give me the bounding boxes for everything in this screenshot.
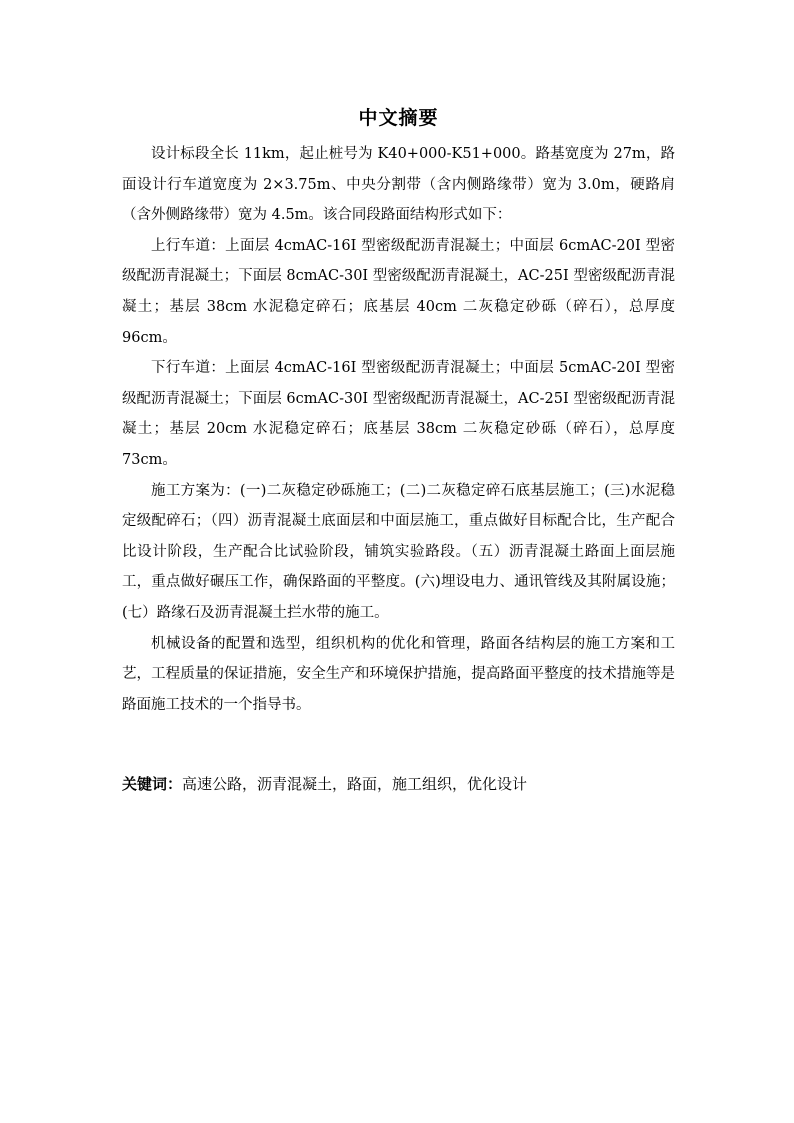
keywords xyxy=(122,770,675,798)
paragraph-upbound-lane: 上行车道：上面层 4cmAC-16I 型密级配沥青混凝土；中面层 6cmAC-20I 型密级配沥青混凝土；下面层 8cmAC-30I 型密级配沥青混凝土，AC-25I 型密级配沥青混凝土；基层 38cm 水泥稳定碎石；底基层 40cm 二灰稳定砂砾（碎石），总厚度 96cm。 xyxy=(122,237,675,346)
page-title: 中文摘要 xyxy=(358,107,439,129)
keywords-label: 关键词： xyxy=(122,775,183,793)
paragraph-downbound-lane: 下行车道：上面层 4cmAC-16I 型密级配沥青混凝土；中面层 5cmAC-20I 型密级配沥青混凝土；下面层 6cmAC-30I 型密级配沥青混凝土，AC-25I 型密级配沥青混凝土；基层 20cm 水泥稳定碎石；底基层 38cm 二灰稳定砂砾（碎石），总厚度 73cm。 xyxy=(122,360,675,468)
keywords-text: 高速公路，沥青混凝土，路面，施工组织，优化设计 xyxy=(182,775,528,793)
abstract-body xyxy=(122,139,675,720)
paragraph-summary: 机械设备的配置和选型，组织机构的优化和管理，路面各结构层的施工方案和工艺，工程质量的保证措施，安全生产和环境保护措施，提高路面平整度的技术措施等是路面施工技术的一个指导书。 xyxy=(122,635,675,713)
paragraph-overview: 设计标段全长 11km，起止桩号为 K40+000-K51+000。路基宽度为 27m，路面设计行车道宽度为 2×3.75m、中央分割带（含内侧路缘带）宽为 3.0m，硬路肩（含外侧路缘带）宽为 4.5m。该合同段路面结构形式如下： xyxy=(122,146,675,224)
paragraph-construction-plan: 施工方案为：(一)二灰稳定砂砾施工；(二)二灰稳定碎石底基层施工；(三)水泥稳定级配碎石；（四）沥青混凝土底面层和中面层施工，重点做好目标配合比，生产配合比设计阶段，生产配合比试验阶段，铺筑实验路段。（五）沥青混凝土路面上面层施工，重点做好碾压工作，确保路面的平整度。(六)埋设电力、通讯管线及其附属设施；(七）路缘石及沥青混凝土拦水带的施工。 xyxy=(122,482,675,621)
